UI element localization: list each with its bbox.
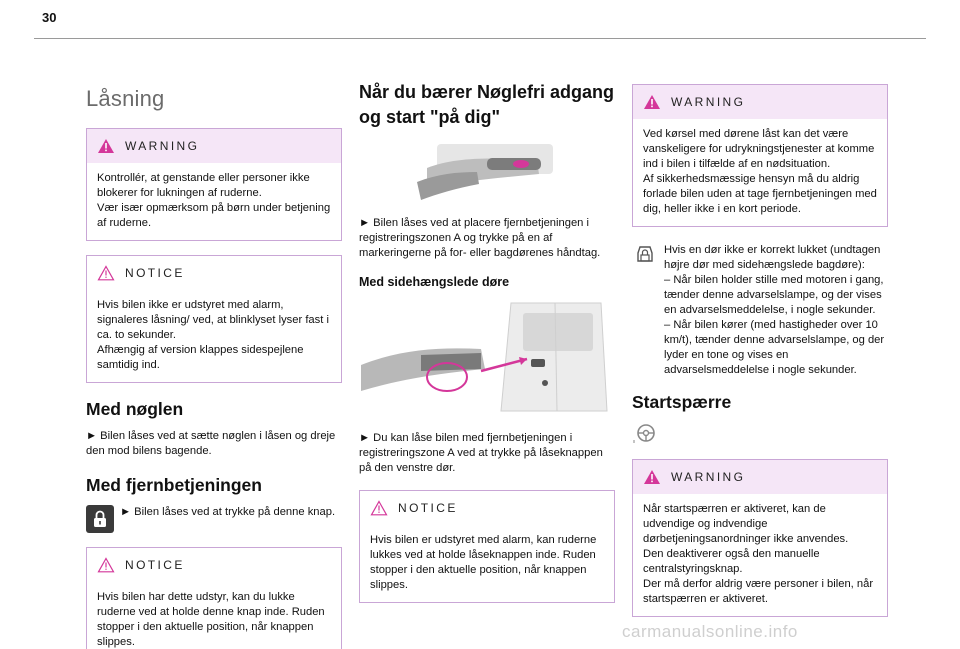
remote-text: ► Bilen låses ved at trykke på denne knap. [120,506,336,518]
notice-label: NOTICE [125,266,185,280]
warning-header [633,460,887,494]
key-text: ► Bilen låses ved at sætte nøglen i låsen og dreje den mod bilens bagende. [86,430,336,457]
side-door-subheading: Med sidehængslede døre [359,275,510,289]
page-number: 30 [42,10,57,25]
warning-triangle-icon [97,138,115,154]
warning-text: Når startspærren er aktiveret, kan de udvendige og indvendige dørbetjeningsanordninger ikke anvendes. Den deaktiverer også den manuelle centralstyringsknap. Der må derfor aldrig være personer i bilen, når startspærren er aktiveret. [643,503,874,605]
steering-lock-icon [632,422,658,444]
door-open-warning-icon [632,241,658,267]
notice-text: Hvis bilen har dette udstyr, kan du lukke ruderne ved at holde denne knap inde. Ruden stopper i den aktuelle position, når knappen slippes. [97,591,325,648]
notice-text: Hvis bilen ikke er udstyret med alarm, signaleres låsning/ ved, at blinklyset lyser fast i ca. to sekunder. Afhængig af version klappes sidespejlene samtidig ind. [97,299,329,371]
column-3 [632,84,888,631]
notice-header [87,548,341,582]
warning-header [633,85,887,119]
side-door-illustration [359,299,615,417]
warning-box-3 [632,459,888,617]
remote-heading: Med fjernbetjeningen [86,475,262,495]
warning-triangle-icon [643,469,661,485]
notice-box-1 [86,255,342,383]
notice-triangle-icon [97,557,115,573]
immobiliser-icon-row [632,422,888,449]
warning-header [87,129,341,163]
warning-text: Kontrollér, at genstande eller personer ikke blokerer for lukningen af ruderne. Vær især opmærksom på børn under betjening af ruderne. [97,172,331,229]
door-handle-image [417,138,557,202]
door-warning-instruction [632,241,888,378]
watermark: carmanualsonline.info [622,622,798,641]
notice-triangle-icon [370,500,388,516]
keyless-heading: Når du bærer Nøglefri adgang og start "på dig" [359,82,615,127]
page-title: Låsning [86,86,165,111]
warning-label: WARNING [125,139,200,153]
notice-header [360,491,614,525]
remote-instruction [86,505,342,533]
door-handle-illustration [359,138,615,202]
door-warning-text: Hvis en dør ikke er korrekt lukket (undtagen højre dør med sidehængslede bagdøre): – Når bilen holder stille med motoren i gang, tænder denne advarselslampe, og der vises en advarselsmeddelelse, i nogle sekunder. – Når bilen kører (med hastigheder over 10 km/t), tænder denne advarselslampe, og der lyder en tone og vises en advarselsmeddelelse i nogle sekunder. [664,244,885,376]
warning-text: Ved kørsel med dørene låst kan det være vanskeligere for udrykningstjenester at komme ind i bilen i tilfælde af en nødsituation. Af sikkerhedsmæssige hensyn må du aldrig forlade bilen uden at tage fjernbetjeningen med dig, heller ikke i en kort periode. [643,128,877,215]
notice-box-2 [86,547,342,649]
warning-label: WARNING [671,470,746,484]
side-door-text: ► Du kan låse bilen med fjernbetjeningen i registreringszone A ved at trykke på låseknappen på den venstre dør. [359,432,603,474]
keyless-text: ► Bilen låses ved at placere fjernbetjeningen i registreringszonen A og trykke på en af markeringerne på for- eller bagdørenes håndtag. [359,217,601,259]
side-door-image [361,299,613,417]
notice-label: NOTICE [398,501,458,515]
column-1 [86,84,342,649]
notice-header [87,256,341,290]
lock-button-icon [86,505,114,533]
column-2 [359,80,615,617]
notice-label: NOTICE [125,558,185,572]
warning-triangle-icon [643,94,661,110]
warning-box-1 [86,128,342,241]
warning-box-2 [632,84,888,227]
notice-triangle-icon [97,265,115,281]
warning-label: WARNING [671,95,746,109]
notice-text: Hvis bilen er udstyret med alarm, kan ruderne lukkes ved at holde låseknappen inde. Ruden stopper i den aktuelle position, når knappen slippes. [370,534,597,591]
immobiliser-heading: Startspærre [632,392,732,412]
top-divider [34,38,926,39]
key-heading: Med nøglen [86,399,184,419]
notice-box-3 [359,490,615,603]
